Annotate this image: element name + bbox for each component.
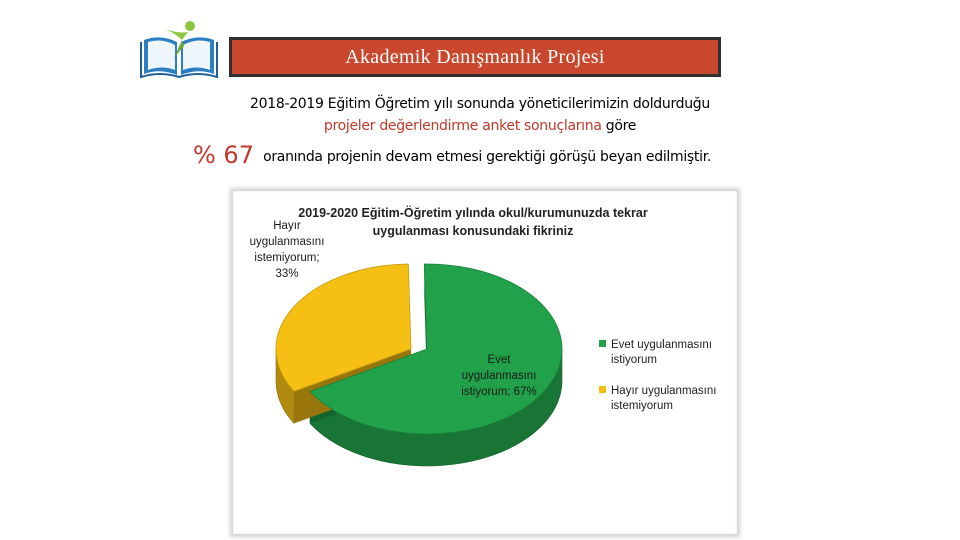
- legend-swatch-evet: [599, 340, 606, 347]
- page-title: Akademik Danışmanlık Projesi: [345, 45, 605, 68]
- data-label-hayir: Hayır: [273, 220, 301, 232]
- intro-line-1: 2018-2019 Eğitim Öğretim yılı sonunda yöneticilerimizin doldurduğu: [250, 96, 710, 112]
- legend-swatch-hayir: [599, 386, 606, 393]
- data-label-hayir: 33%: [275, 268, 299, 280]
- legend: [599, 339, 716, 412]
- chart-title-line-1: 2019-2020 Eğitim-Öğretim yılında okul/kurumunuzda tekrar: [298, 206, 648, 220]
- legend-label-evet: istiyorum: [611, 354, 658, 366]
- legend-label-evet: Evet uygulanmasını: [611, 339, 713, 351]
- result-line: [193, 141, 711, 169]
- result-text: oranında projenin devam etmesi gerektiği görüşü beyan edilmiştir.: [263, 149, 712, 165]
- data-label-hayir: istemiyorum;: [254, 252, 320, 264]
- logo: [138, 18, 220, 78]
- data-label-evet: Evet: [487, 354, 511, 366]
- open-book-logo-icon: [138, 18, 220, 78]
- title-banner: [229, 37, 721, 77]
- result-percent: % 67: [193, 141, 254, 169]
- intro-line-2-end: göre: [601, 118, 637, 134]
- legend-label-hayir: Hayır uygulanmasını: [611, 385, 717, 397]
- pie-chart: [233, 191, 739, 536]
- data-label-evet: istiyorum; 67%: [461, 386, 537, 398]
- chart-frame: [232, 190, 738, 535]
- intro-highlight-text: projeler değerlendirme anket sonuçlarına: [323, 118, 602, 134]
- legend-label-hayir: istemiyorum: [611, 400, 673, 412]
- intro-line-2: [150, 118, 810, 134]
- pie-group: [276, 264, 562, 466]
- data-label-hayir: uygulanmasını: [249, 236, 325, 248]
- data-label-evet: uygulanmasını: [461, 370, 537, 382]
- chart-title-line-2: uygulanması konusundaki fikriniz: [372, 224, 574, 238]
